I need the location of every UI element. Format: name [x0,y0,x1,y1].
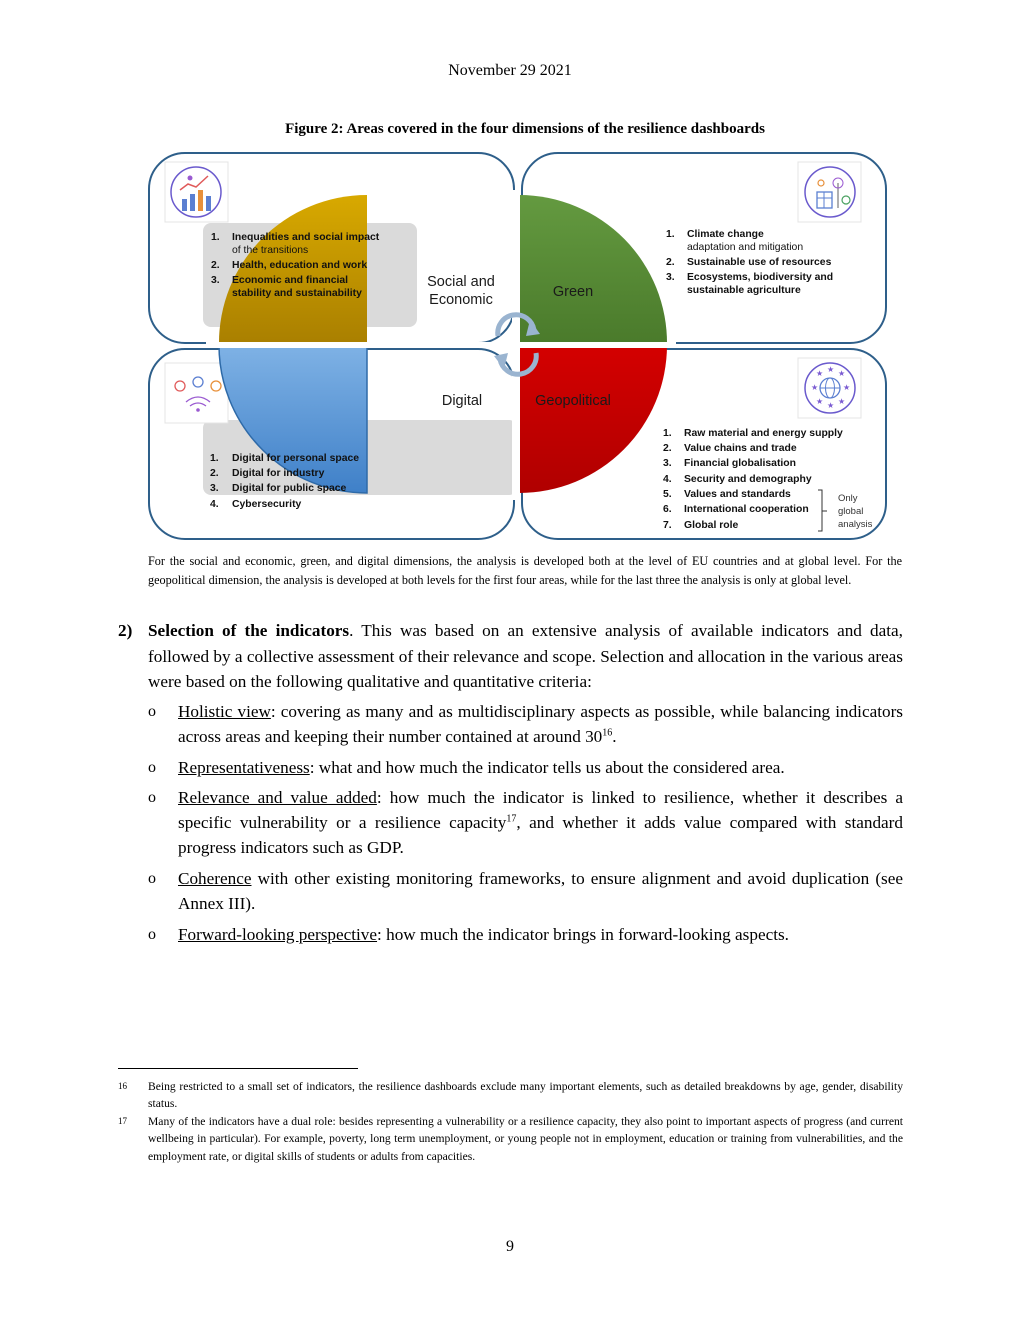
only-global-note-1: Only [838,493,858,504]
social-label-line1: Social and [427,274,495,290]
bullet: o [148,870,156,887]
social-item-1-num: 1. [211,232,220,243]
list-item-heading: Selection of the indicators [148,621,350,640]
criterion-text: : what and how much the indicator tells us about the considered area. [309,758,785,777]
green-label: Green [552,284,594,300]
social-item-2-num: 2. [211,260,220,271]
svg-text:★: ★ [827,401,835,410]
green-item-1-cont: adaptation and mitigation [687,242,804,253]
digital-label: Digital [441,393,483,409]
only-global-note-3: analysis [838,519,873,530]
criterion-text: with other existing monitoring frameworks, to ensure alignment and avoid duplication (see Annex III). [178,869,903,913]
svg-text:★: ★ [838,369,846,378]
criterion-text: : covering as many and as multidisciplinary aspects as possible, while balancing indicators across areas and keeping their number contained at around 30 [178,702,903,746]
geo-item-6: International cooperation [684,504,809,515]
list-item-body [148,618,903,695]
footnote-text: Many of the indicators have a dual role: besides representing a vulnerability or a resilience capacity, they also point to important aspects of progress (and current wellbeing in particular). For example, poverty, long term unemployment, or young people not in employment, education or training from vulnerabilities, and the employment rate, or digital skills of students or adults from capacities. [148,1115,903,1163]
geo-item-7-num: 7. [663,520,672,531]
digital-item-1: Digital for personal space [232,453,360,464]
only-global-note-2: global [838,506,864,517]
criterion-text: : how much the indicator is linked to resilience, whether it describes a specific vulnerability or a resilience capacity [178,788,903,832]
geo-item-1: Raw material and energy supply [684,428,843,439]
social-item-1: Inequalities and social impact [232,232,380,243]
footnote-ref-17[interactable]: 17 [506,813,517,825]
geopolitical-label: Geopolitical [535,393,611,409]
geo-item-1-num: 1. [663,428,672,439]
digital-item-1-num: 1. [210,453,219,464]
footnote-text: Being restricted to a small set of indicators, the resilience dashboards exclude many important elements, such as detailed breakdowns by age, gender, disability status. [148,1080,903,1111]
green-item-2: Sustainable use of resources [687,257,832,268]
geo-item-2-num: 2. [663,443,672,454]
caption-text: For the social and economic, green, and digital dimensions, the analysis is developed both at the level of EU countries and at global level. For the geopolitical dimension, the analysis is developed at both levels for the first four areas, while for the last three the analysis is only at global level. [148,554,902,587]
criterion-text: : how much the indicator brings in forward-looking aspects. [377,925,789,944]
digital-item-4: Cybersecurity [232,499,302,510]
geo-item-4: Security and demography [684,474,812,485]
geo-item-5-num: 5. [663,489,672,500]
social-economic-icon [165,162,228,222]
svg-text:★: ★ [843,383,851,392]
digital-item-4-num: 4. [210,499,219,510]
digital-item-2: Digital for industry [232,468,325,479]
social-item-3: Economic and financial [232,275,349,286]
footnote-separator [118,1068,358,1069]
footnote-number: 17 [118,1116,127,1126]
green-item-1: Climate change [687,229,764,240]
resilience-dashboard-figure [146,150,890,542]
digital-item-3: Digital for public space [232,483,347,494]
bullet: o [148,703,156,720]
list-item-number: 2) [118,621,133,640]
geo-item-3-num: 3. [663,458,672,469]
social-item-3-num: 3. [211,275,220,286]
criterion-term: Holistic view [178,702,271,721]
svg-text:★: ★ [838,397,846,406]
social-item-1-cont: of the transitions [232,245,309,256]
social-item-3-cont: stability and sustainability [232,288,362,299]
geo-item-6-num: 6. [663,504,672,515]
criterion-term: Coherence [178,869,252,888]
green-item-3: Ecosystems, biodiversity and [687,272,834,283]
footnote-number: 16 [118,1081,127,1091]
green-item-2-num: 2. [666,257,675,268]
geo-item-7: Global role [684,520,739,531]
page-number: 9 [506,1238,514,1255]
social-label-line2: Economic [429,292,493,308]
geo-item-2: Value chains and trade [684,443,797,454]
criterion-term: Forward-looking perspective [178,925,378,944]
list-item-text: . This was based on an extensive analysis of available indicators and data, followed by a collective assessment of their relevance and scope. Selection and allocation in the various areas were based on the following qualitative and quantitative criteria: [148,621,903,691]
geo-item-4-num: 4. [663,474,672,485]
green-item-3-num: 3. [666,272,675,283]
criterion-term: Representativeness [178,758,310,777]
digital-item-3-num: 3. [210,483,219,494]
green-icon [798,162,861,222]
svg-text:★: ★ [816,369,824,378]
footnote-ref-16[interactable]: 16 [602,727,613,739]
geo-item-5: Values and standards [684,489,791,500]
page-date: November 29 2021 [448,62,572,79]
green-item-1-num: 1. [666,229,675,240]
svg-text:★: ★ [827,365,835,374]
digital-icon [165,363,228,423]
digital-item-2-num: 2. [210,468,219,479]
bullet: o [148,789,156,806]
figure-title: Figure 2: Areas covered in the four dimensions of the resilience dashboards [285,121,765,137]
bullet: o [148,759,156,776]
figure-caption [148,552,902,589]
geo-item-3: Financial globalisation [684,458,797,469]
geopolitical-icon [798,358,861,418]
green-item-3-cont: sustainable agriculture [687,285,801,296]
svg-text:★: ★ [811,383,819,392]
bullet: o [148,926,156,943]
criterion-term: Relevance and value added [178,788,377,807]
svg-text:★: ★ [816,397,824,406]
social-item-2: Health, education and work [232,260,368,271]
